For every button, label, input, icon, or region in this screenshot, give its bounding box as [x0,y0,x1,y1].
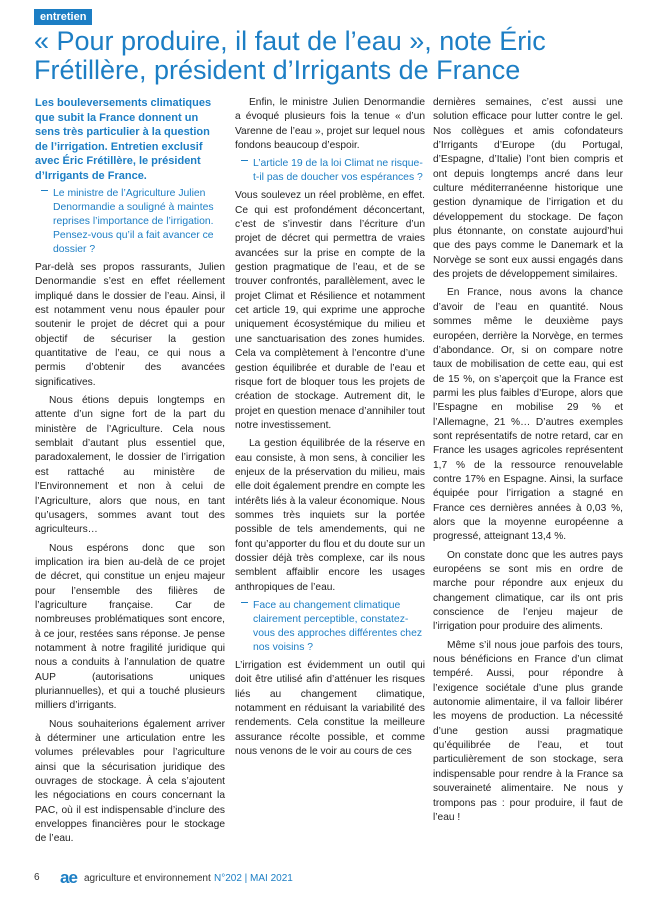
magazine-name: agriculture et environnement [84,873,211,884]
page-footer [34,868,634,888]
body-paragraph: Même s’il nous joue parfois des tours, nous bénéficions en France d’un climat tempéré. Aussi, pour répondre à l’exigence sociétale d’une plus grande autonomie alimentaire, il va falloir libérer les moyens de production. La nécessité d’une gestion aussi pragmatique qu’équilibrée de l’eau, et tout particulièrement de son stockage, sera indispensable pour rendre à la France sa souveraineté alimentaire. Ne nous y trompons pas : pour produire, il faut de l’eau ! [433,639,623,823]
body-paragraph: Enfin, le ministre Julien Denormandie a évoqué plusieurs fois la tenue « d’un Varenne de l’eau », projet sur lequel nous fondons beaucoup d’espoir. [235,97,425,152]
body-paragraph: La gestion équilibrée de la réserve en eau consiste, à mon sens, à concilier les enjeux de la préservation du milieu, mais elle doit également prendre en compte les intérêts liés à la valeur économique. Nous sommes très inquiets sur la portée possible de tels amendements, qui ne font qu’apporter du flou et du doute sur un dossier déjà très complexe, car ils nous semblent affaiblir encore les usages anthropiques de l’eau. [235,438,425,593]
magazine-logo: ae [60,868,77,887]
body-paragraph: Vous soulevez un réel problème, en effet. Ce qui est profondément déconcertant, c’est de s’investir dans l’écriture d’un projet de décret qui permettra de vraies avancées sur la prise en compte de la gestion pragmatique de l’eau, et de se trouver confrontés, parallèlement, avec le projet Climat et Résilience et notamment cet article 19, qui exprime une approche uniquement écosystémique du milieu et une sanctuarisation des zones humides. Cela va complètement à l’encontre d’une gestion équilibrée et durable de l’eau et risque fort de bloquer tous les projets de création de stockage. Autrement dit, le projet en question menace d’annihiler tout notre investissement. [235,190,425,431]
section-tag: entretien [34,9,92,25]
column-2 [235,96,425,763]
column-1 [35,96,225,851]
article-title: « Pour produire, il faut de l’eau », note Éric Frétillère, président d’Irrigants de France [34,26,546,85]
body-paragraph: L’irrigation est évidemment un outil qui doit être utilisé afin d’atténuer les risques liés au changement climatique, notamment en réduisant la variabilité des rendements. Cela constitue la meilleure assurance récolte possible, et comme nous venons de le voir au cours de ces [235,660,425,758]
body-paragraph: Nous espérons donc que son implication ira bien au-delà de ce projet de décret, qui constitue un enjeu majeur pour l’ensemble des filières de l’agriculture française. Car de nombreuses problématiques sont encore, à ce jour, restées sans réponse. Je pense notamment à notre fragilité juridique qui nous a conduits à l’annulation de quatre AUP (autorisations uniques pluriannuelles), et qui a touché plusieurs milliers d’irrigants. [35,542,225,712]
body-paragraph: dernières semaines, c’est aussi une solution efficace pour lutter contre le gel. Nos collègues et amis cofondateurs d’Irrigants d’Europe (du Portugal, d’Espagne, d’Italie) l’ont bien compris et ont depuis longtemps ancré dans leur culture méditerranéenne historique une gestion dynamique de l’irrigation et du développement du stockage. De façon plus étonnante, on constate aujourd’hui que des pays comme le Danemark et la Norvège se sont eux aussi engagés dans des projets de développement similaires. [433,97,623,281]
issue-info: N°202 | MAI 2021 [214,873,293,884]
column-3 [433,96,623,829]
interview-question: Le ministre de l’Agriculture Julien Denormandie a souligné à maintes reprises l’importance de l’irrigation. Pensez-vous qu’il a fait avancer ce dossier ? [35,187,225,257]
interview-question: L’article 19 de la loi Climat ne risque-t-il pas de doucher vos espérances ? [235,157,425,185]
interview-question: Face au changement climatique clairement perceptible, constatez-vous des approches différentes chez nos voisins ? [235,599,425,655]
body-paragraph: Par-delà ses propos rassurants, Julien Denormandie s’est en effet réellement impliqué dans le dossier de l’eau. Ainsi, il est notamment venu nous épauler pour soutenir le projet de décret qui a pour objectif de sécuriser la gestion quantitative de l’eau, ce qui nous a permis d’obtenir des avancées significatives. [35,262,225,388]
body-paragraph: En France, nous avons la chance d’avoir de l’eau en quantité. Nous sommes même le deuxième pays européen, derrière la Norvège, en termes d’abondance. Or, si on compare notre taux de mobilisation de cette eau, qui est de 15 %, on s’aperçoit que la France est parmi les plus faibles d’Europe, alors que l’Espagne en mobilise 29 % et l’Allemagne, 21 %… D’autres exemples sont représentatifs de notre retard, car en France les usages agricoles représentent 1,7 % de la ressource renouvelable contre 17% en Espagne. Ainsi, la surface équipée pour l’irrigation a stagné en France ces dernières années à 0,03 %, alors que la moyenne européenne a progressé, atteignant 13,4 %. [433,287,623,543]
lead-paragraph: Les bouleversements climatiques que subit la France donnent un sens très particulier à la question de l’irrigation. Entretien exclusif avec Éric Frétillère, le président d’Irrigants de France. [35,97,212,182]
body-paragraph: Nous souhaiterions également arriver à déterminer une articulation entre les volumes prélevables pour l’agriculture ainsi que la sécurisation juridique des ouvrages de stockage. À cela s’ajoutent les négociations en cours concernant la PAC, où il est indispensable d’inclure des enveloppes financières pour le stockage de l’eau. [35,718,225,845]
page-number: 6 [34,872,40,883]
body-paragraph: Nous étions depuis longtemps en attente d’un signe fort de la part du ministère de l’Agriculture. Cela nous semblait d’autant plus essentiel que, paradoxalement, le dossier de l’irrigation est rattaché au ministère de l’Environnement et non à celui de l’Agriculture, alors que nous, en tant qu’usagers, sommes avant tout des agriculteurs… [35,395,225,536]
body-paragraph: On constate donc que les autres pays européens se sont mis en ordre de marche pour répondre aux enjeux du changement climatique, car ils ont pris conscience de l’enjeu majeur de l’irrigation pour produire des aliments. [433,549,623,633]
